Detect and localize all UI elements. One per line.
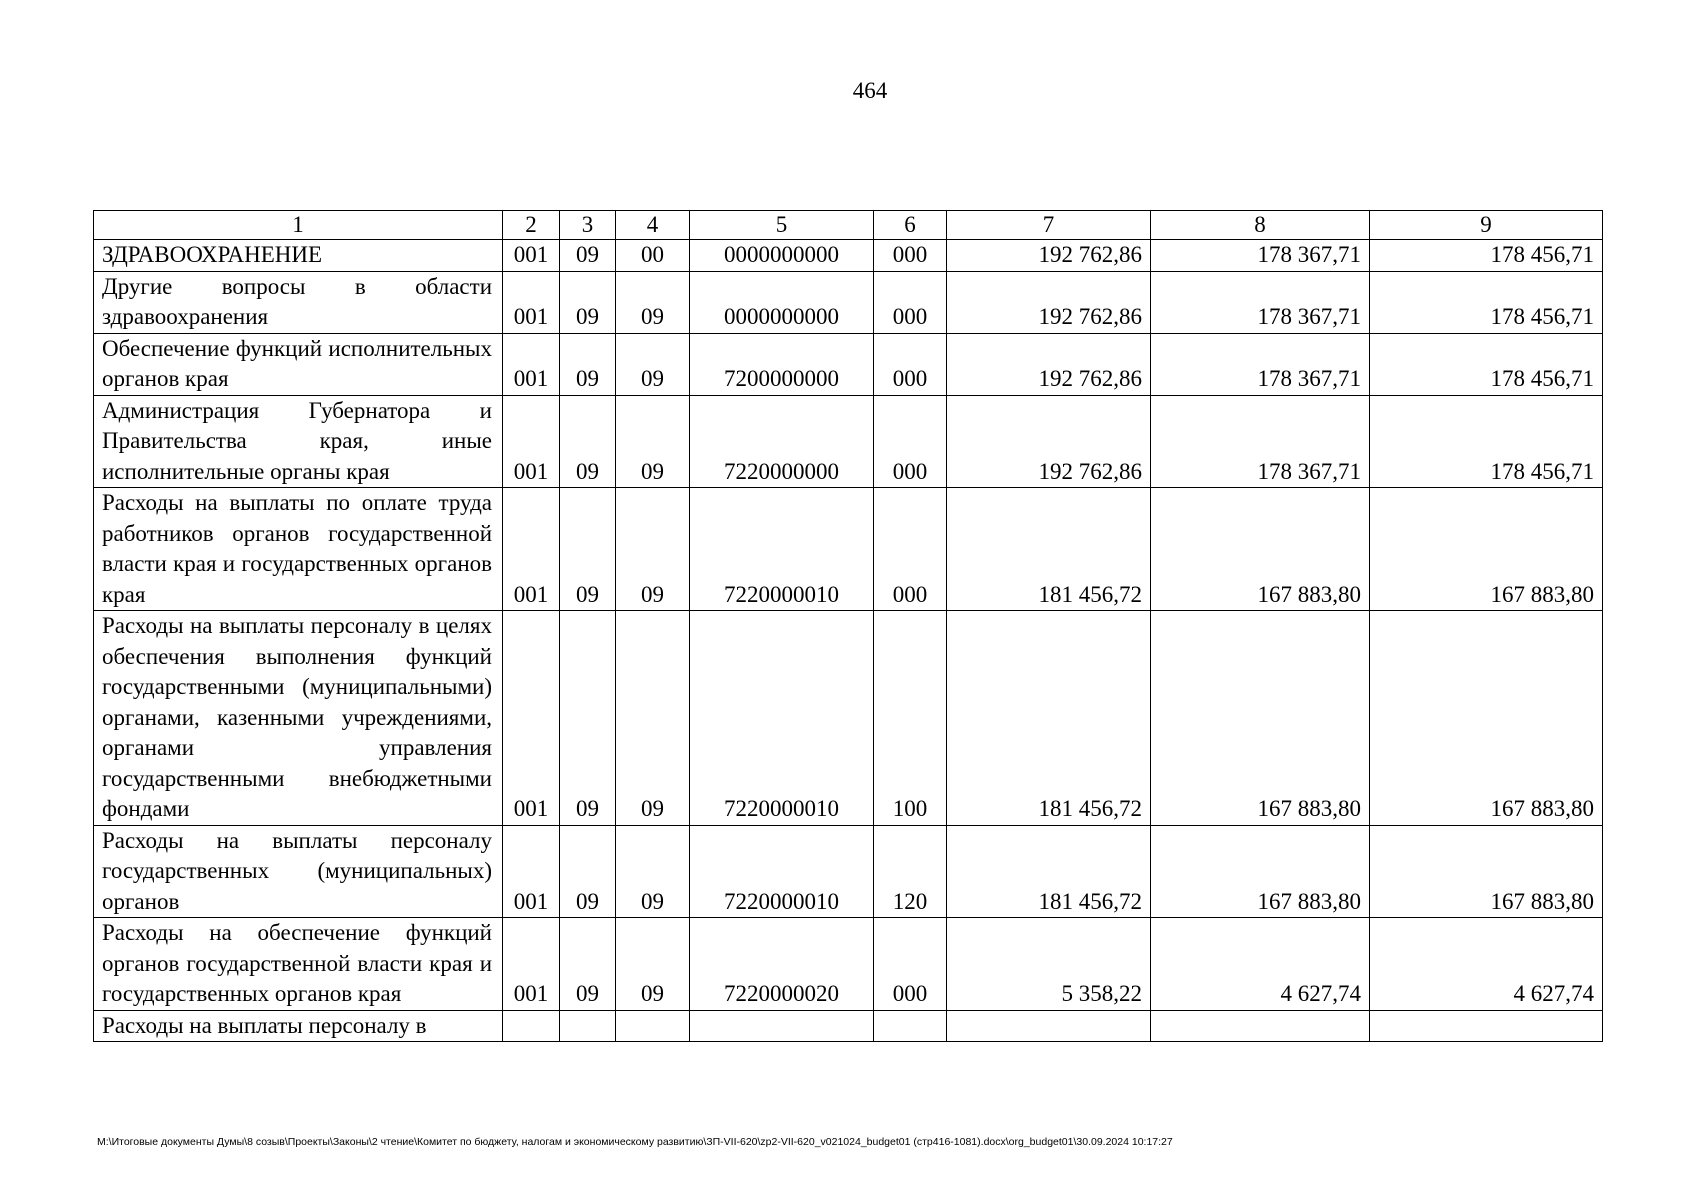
row-name: Расходы на выплаты персоналу в целях обеспечения выполнения функций государственными (муниципальными) органами, казенными учреждениями, органами управления государственными внебюджетными фондами: [94, 611, 503, 826]
header-cell: 3: [560, 211, 616, 240]
cell-expense-type: 000: [874, 488, 947, 611]
cell-ministry-code: 001: [503, 395, 560, 488]
cell-amount-col8: [1151, 1010, 1370, 1042]
row-name: Расходы на выплаты персоналу государственных (муниципальных) органов: [94, 825, 503, 918]
cell-amount-col8: 167 883,80: [1151, 611, 1370, 826]
header-cell: 9: [1370, 211, 1603, 240]
footer-file-path: M:\Итоговые документы Думы\8 созыв\Проекты\Законы\2 чтение\Комитет по бюджету, налогам и экономическому развитию\ЗП-VII-620\zp2-VII-620_v021024_budget01 (стр416-1081).docx\org_budget01\30.09.2024 10:17:27: [97, 1136, 1173, 1148]
header-cell: 5: [690, 211, 874, 240]
cell-amount-col7: 192 762,86: [947, 240, 1151, 272]
cell-ministry-code: [503, 1010, 560, 1042]
cell-ministry-code: 001: [503, 333, 560, 395]
table-row: [94, 271, 1603, 333]
cell-amount-col9: 4 627,74: [1370, 918, 1603, 1011]
header-cell: 8: [1151, 211, 1370, 240]
cell-target-article: [690, 1010, 874, 1042]
cell-ministry-code: 001: [503, 271, 560, 333]
cell-section: 09: [560, 611, 616, 826]
table-row: [94, 488, 1603, 611]
cell-subsection: 09: [616, 488, 690, 611]
cell-target-article: 7220000010: [690, 611, 874, 826]
cell-section: 09: [560, 240, 616, 272]
cell-amount-col9: [1370, 1010, 1603, 1042]
cell-target-article: 7220000010: [690, 488, 874, 611]
table-body: [94, 211, 1603, 1042]
cell-target-article: 7220000000: [690, 395, 874, 488]
table-row: [94, 395, 1603, 488]
cell-section: 09: [560, 918, 616, 1011]
cell-amount-col8: 178 367,71: [1151, 395, 1370, 488]
header-cell: 4: [616, 211, 690, 240]
row-name: Расходы на выплаты персоналу в: [94, 1010, 503, 1042]
cell-amount-col9: 178 456,71: [1370, 271, 1603, 333]
cell-amount-col7: 5 358,22: [947, 918, 1151, 1011]
row-name: Другие вопросы в области здравоохранения: [94, 271, 503, 333]
cell-amount-col9: 178 456,71: [1370, 333, 1603, 395]
cell-expense-type: 000: [874, 333, 947, 395]
cell-target-article: 7220000020: [690, 918, 874, 1011]
cell-amount-col9: 167 883,80: [1370, 488, 1603, 611]
cell-amount-col7: [947, 1010, 1151, 1042]
cell-expense-type: 000: [874, 918, 947, 1011]
cell-amount-col8: 4 627,74: [1151, 918, 1370, 1011]
cell-section: 09: [560, 395, 616, 488]
cell-amount-col8: 178 367,71: [1151, 333, 1370, 395]
table-row: [94, 1010, 1603, 1042]
cell-expense-type: 100: [874, 611, 947, 826]
cell-target-article: 0000000000: [690, 240, 874, 272]
cell-amount-col8: 178 367,71: [1151, 240, 1370, 272]
cell-section: 09: [560, 825, 616, 918]
row-name: Расходы на обеспечение функций органов государственной власти края и государственных органов края: [94, 918, 503, 1011]
header-cell: 7: [947, 211, 1151, 240]
table-row: [94, 918, 1603, 1011]
cell-target-article: 0000000000: [690, 271, 874, 333]
cell-amount-col7: 192 762,86: [947, 395, 1151, 488]
cell-amount-col9: 167 883,80: [1370, 825, 1603, 918]
cell-subsection: [616, 1010, 690, 1042]
cell-subsection: 09: [616, 395, 690, 488]
cell-subsection: 09: [616, 333, 690, 395]
cell-section: 09: [560, 488, 616, 611]
cell-amount-col8: 178 367,71: [1151, 271, 1370, 333]
cell-expense-type: 000: [874, 395, 947, 488]
cell-target-article: 7220000010: [690, 825, 874, 918]
cell-subsection: 09: [616, 918, 690, 1011]
row-name: ЗДРАВООХРАНЕНИЕ: [94, 240, 503, 272]
table-row: [94, 240, 1603, 272]
cell-target-article: 7200000000: [690, 333, 874, 395]
row-name: Администрация Губернатора и Правительства края, иные исполнительные органы края: [94, 395, 503, 488]
cell-subsection: 09: [616, 271, 690, 333]
table-header-row: [94, 211, 1603, 240]
cell-subsection: 00: [616, 240, 690, 272]
cell-expense-type: 120: [874, 825, 947, 918]
cell-section: 09: [560, 333, 616, 395]
cell-subsection: 09: [616, 825, 690, 918]
cell-amount-col7: 181 456,72: [947, 825, 1151, 918]
cell-amount-col7: 192 762,86: [947, 333, 1151, 395]
row-name: Обеспечение функций исполнительных органов края: [94, 333, 503, 395]
page-number: 464: [852, 78, 888, 103]
header-cell: 6: [874, 211, 947, 240]
header-cell: 1: [94, 211, 503, 240]
table-row: [94, 333, 1603, 395]
cell-amount-col7: 181 456,72: [947, 611, 1151, 826]
cell-amount-col9: 167 883,80: [1370, 611, 1603, 826]
cell-expense-type: 000: [874, 240, 947, 272]
cell-ministry-code: 001: [503, 240, 560, 272]
cell-amount-col9: 178 456,71: [1370, 395, 1603, 488]
cell-section: 09: [560, 271, 616, 333]
cell-subsection: 09: [616, 611, 690, 826]
cell-ministry-code: 001: [503, 918, 560, 1011]
cell-section: [560, 1010, 616, 1042]
cell-amount-col7: 181 456,72: [947, 488, 1151, 611]
cell-amount-col7: 192 762,86: [947, 271, 1151, 333]
row-name: Расходы на выплаты по оплате труда работников органов государственной власти края и государственных органов края: [94, 488, 503, 611]
header-cell: 2: [503, 211, 560, 240]
cell-ministry-code: 001: [503, 488, 560, 611]
table-row: [94, 825, 1603, 918]
cell-amount-col8: 167 883,80: [1151, 825, 1370, 918]
cell-amount-col9: 178 456,71: [1370, 240, 1603, 272]
cell-ministry-code: 001: [503, 825, 560, 918]
table-row: [94, 611, 1603, 826]
cell-amount-col8: 167 883,80: [1151, 488, 1370, 611]
cell-expense-type: [874, 1010, 947, 1042]
budget-table: [93, 210, 1603, 1042]
cell-ministry-code: 001: [503, 611, 560, 826]
cell-expense-type: 000: [874, 271, 947, 333]
